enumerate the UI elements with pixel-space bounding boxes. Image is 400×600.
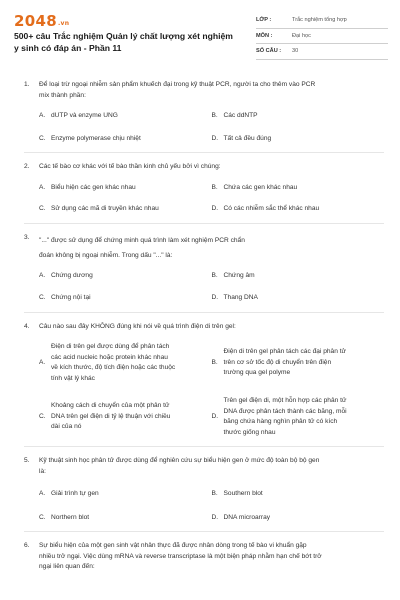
options bbox=[39, 489, 384, 523]
option-d[interactable]: D. Thang DNA bbox=[211, 294, 258, 301]
option-d[interactable]: D. DNA microarray bbox=[211, 513, 271, 521]
question-text: Sự biểu hiện của một gen sinh vật nhân thực đã được nhân dòng trong tế bào vi khuẩn gặp nhiều trở ngại. Việc dùng mRNA và reverse transcriptase là một biện pháp nhằm hạn chế bớt trở ngại liên quan đến: bbox=[39, 542, 322, 570]
question-text: Câu nào sau đây KHÔNG đúng khi nói về quá trình điện di trên gel: bbox=[39, 322, 236, 330]
question-6: 6. Sự biểu hiện của một gen sinh vật nhân thực đã được nhân dòng trong tế bào vi khuẩn gặp nhiều trở ngại. Việc dùng mRNA và reverse transcriptase là một biện pháp nhằm hạn chế bớt trở ngại liên quan đến: bbox=[24, 541, 384, 573]
options bbox=[39, 342, 384, 438]
option-d[interactable]: D. Có các nhiễm sắc thể khác nhau bbox=[211, 205, 320, 212]
option-a[interactable]: A. Giải trình tự gen bbox=[39, 490, 99, 497]
question-text: Để loại trừ ngoại nhiễm sản phẩm khuếch đại trong kỹ thuật PCR, người ta cho thêm vào PCR mix thành phần: bbox=[39, 81, 316, 99]
question-5: 5. Kỹ thuật sinh học phân tử được dùng để nghiên cứu sự biểu hiện gen ở mức độ toàn bộ bộ gen là: A. Giải trình tự gen B. Southern blot C. Northern blot D. DNA microarray bbox=[24, 456, 384, 523]
question-number: 1. bbox=[24, 81, 30, 88]
divider bbox=[24, 531, 384, 532]
site-logo[interactable]: 2048.vn bbox=[14, 12, 70, 30]
option-c[interactable]: C. Northern blot bbox=[39, 513, 90, 521]
option-b[interactable]: B. Điện di trên gel phân tách các đại phân tử trên cơ sở tốc độ di chuyển trên điện trường qua gel polyme bbox=[211, 348, 346, 377]
option-c[interactable]: C. Enzyme polymerase chịu nhiệt bbox=[39, 134, 141, 142]
option-b[interactable]: B. Chứng âm bbox=[211, 271, 255, 279]
option-a[interactable]: A. Chứng dương bbox=[39, 271, 93, 279]
question-text: Các tế bào cơ khác với tế bào thần kinh chủ yếu bởi vì chúng: bbox=[39, 163, 221, 170]
question-1 bbox=[24, 80, 384, 144]
question-2: 2. Các tế bào cơ khác với tế bào thần kinh chủ yếu bởi vì chúng: A. Biểu hiện các gen khác nhau B. Chứa các gen khác nhau C. Sử dụng các mã di truyền khác nhau D. Có các nhiễm sắc thể khác nhau bbox=[24, 162, 384, 215]
option-a[interactable]: A. dUTP và enzyme UNG bbox=[39, 112, 118, 119]
question-text: "..." được sử dụng để chứng minh quá trình làm xét nghiệm PCR chẩn đoán không bị ngoại nhiễm. Trong dấu "..." là: bbox=[39, 236, 245, 259]
divider bbox=[24, 223, 384, 224]
question-list bbox=[24, 80, 384, 573]
option-c[interactable]: C. Khoảng cách di chuyển của một phân tử DNA trên gel điện di tỷ lệ thuận với chiều dài của nó bbox=[39, 402, 171, 431]
divider bbox=[24, 312, 384, 313]
question-text: Kỹ thuật sinh học phân tử được dùng để nghiên cứu sự biểu hiện gen ở mức độ toàn bộ bộ gen là: bbox=[39, 457, 320, 475]
info-row-class: LỚP : Trắc nghiệm tổng hợp bbox=[256, 13, 388, 29]
info-table bbox=[256, 13, 388, 60]
option-d[interactable]: D. Trên gel điện di, một hỗn hợp các phân tử DNA được phân tách thành các băng, mỗi băng chứa hàng nghìn phân tử có kích thước giống nhau bbox=[211, 397, 347, 436]
divider bbox=[24, 446, 384, 447]
document-header bbox=[14, 10, 388, 62]
option-b[interactable]: B. Các ddNTP bbox=[211, 112, 258, 119]
divider bbox=[24, 152, 384, 153]
info-row-count: SỐ CÂU : 30 bbox=[256, 44, 388, 60]
question-3: 3. "..." được sử dụng để chứng minh quá trình làm xét nghiệm PCR chẩn đoán không bị ngoại nhiễm. Trong dấu "..." là: A. Chứng dương B. Chứng âm C. Chứng nội tại D. Thang DNA bbox=[24, 233, 384, 304]
option-d[interactable]: D. Tất cả đều đúng bbox=[211, 134, 272, 142]
options bbox=[39, 111, 384, 144]
option-a[interactable]: A. Biểu hiện các gen khác nhau bbox=[39, 183, 136, 191]
option-a[interactable]: A. Điện di trên gel được dùng để phân tách các acid nucleic hoặc protein khác nhau về kích thước, độ tích điện hoặc các thuộc tính vật lý khác bbox=[39, 343, 176, 382]
options bbox=[39, 183, 384, 215]
question-4: 4. Câu nào sau đây KHÔNG đúng khi nói về quá trình điện di trên gel: A. Điện di trên gel được dùng để phân tách các acid nucleic hoặc protein khác nhau về kích thước, độ tích điện hoặc các thuộc tính vật lý khác B. Điện di trên gel phân tách các đại phân tử trên cơ sở tốc độ di chuyển trên điện trường qua gel polyme C. Khoảng cách di chuyển của một phân tử DNA trên gel điện di tỷ lệ thuận với chiều dài của nó D. Trên gel điện di, một hỗn hợp các phân tử DNA được phân tách thành các băng, mỗi băng chứa hàng nghìn phân tử có kích thước giống nhau bbox=[24, 322, 384, 439]
option-c[interactable]: C. Sử dụng các mã di truyền khác nhau bbox=[39, 205, 159, 212]
document-title: 500+ câu Trắc nghiệm Quản lý chất lượng xét nghiệm y sinh có đáp án - Phần 11 bbox=[14, 31, 233, 53]
info-row-subject: MÔN : Đại học bbox=[256, 29, 388, 45]
option-b[interactable]: B. Chứa các gen khác nhau bbox=[211, 183, 298, 191]
option-b[interactable]: B. Southern blot bbox=[211, 490, 263, 497]
options bbox=[39, 271, 384, 304]
option-c[interactable]: C. Chứng nội tại bbox=[39, 294, 91, 301]
